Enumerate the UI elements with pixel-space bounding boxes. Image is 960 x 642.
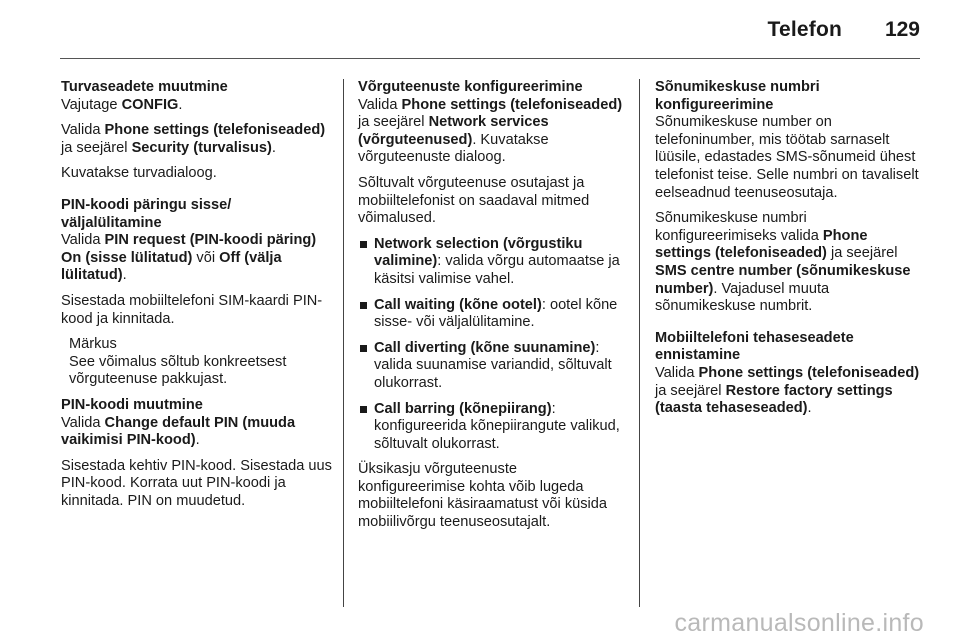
paragraph: Vajutage CONFIG. [61,96,183,113]
column-2 [358,79,628,540]
paragraph: Kuvatakse turvadialoog. [61,165,217,182]
header-rule [60,58,920,59]
bullet-square-icon [360,302,367,309]
paragraph: Üksikasju võrguteenuste konfigureerimise kohta võib lugeda mobiiltelefoni käsiraamatust või küsida mobiilivõrgu teenuseosutajalt. [358,461,608,531]
page-number: 129 [884,18,920,41]
list-item: Call diverting (kõne suunamine): valida suunamise variandid, sõltuvalt olukorrast. [358,340,628,393]
paragraph: Sisestada mobiiltelefoni SIM-kaardi PIN-kood ja kinnitada. [61,292,323,327]
paragraph: Valida Phone settings (telefoniseaded) ja seejärel Network services (võrguteenused). Kuvatakse võrguteenuste dialoog. [358,96,623,166]
paragraph: Valida Phone settings (telefoniseaded) ja seejärel Restore factory settings (taasta tehaseseaded). [655,364,920,417]
note-title: Märkus [69,336,117,353]
column-3 [655,79,927,426]
heading-security-settings: Turvaseadete muutmine [61,79,228,95]
heading-pin-request: PIN-koodi päringu sisse/ väljalülitamine [61,196,232,231]
column-divider-2 [639,79,640,607]
paragraph: Valida PIN request (PIN-koodi päring) On (sisse lülitatud) või Off (välja lülitatud). [61,232,317,284]
paragraph: Valida Phone settings (telefoniseaded) ja seejärel Security (turvalisus). [61,122,326,156]
paragraph: Sõnumikeskuse number on telefoninumber, mis töötab sarnaselt lüüsile, edastades SMS-sõnumeid ühest telefonist teise. Selle numbri on tavaliselt eelseadnud teenuseosutaja. [655,114,919,201]
section-title: Telefon [767,18,842,41]
bullet-square-icon [360,406,367,413]
heading-network-services: Võrguteenuste konfigureerimine [358,79,583,95]
paragraph: Sõnumikeskuse numbri konfigureerimiseks valida Phone settings (telefoniseaded) ja seejärel SMS centre number (sõnumikeskuse number). Vajadusel muuta sõnumikeskuse numbrit. [655,210,911,315]
list-item: Network selection (võrgustiku valimine): valida võrgu automaatse ja käsitsi valimise vahel. [358,236,628,289]
column-1 [61,79,333,518]
network-options-list [358,236,628,454]
note-box [69,336,333,389]
heading-sms-centre: Sõnumikeskuse numbri konfigureerimine [655,79,820,113]
bullet-square-icon [360,345,367,352]
heading-factory-reset: Mobiiltelefoni tehaseseadete ennistamine [655,329,854,364]
paragraph: Valida Change default PIN (muuda vaikimisi PIN-kood). [61,414,296,449]
page-header [0,0,960,60]
list-item: Call barring (kõnepiirang): konfigureerida kõnepiirangute valikud, sõltuvalt olukorrast. [358,401,628,454]
list-item: Call waiting (kõne ootel): ootel kõne sisse- või väljalülitamine. [358,297,628,332]
column-divider-1 [343,79,344,607]
paragraph: Sõltuvalt võrguteenuse osutajast ja mobiiltelefonist on saadaval mitmed võimalused. [358,174,590,227]
note-text: See võimalus sõltub konkreetsest võrguteenuse pakkujast. [69,353,287,388]
bullet-square-icon [360,241,367,248]
paragraph: Sisestada kehtiv PIN-kood. Sisestada uus PIN-kood. Korrata uut PIN-koodi ja kinnitada. PIN on muudetud. [61,457,332,509]
watermark: carmanualsonline.info [674,609,924,637]
heading-pin-change: PIN-koodi muutmine [61,396,203,413]
